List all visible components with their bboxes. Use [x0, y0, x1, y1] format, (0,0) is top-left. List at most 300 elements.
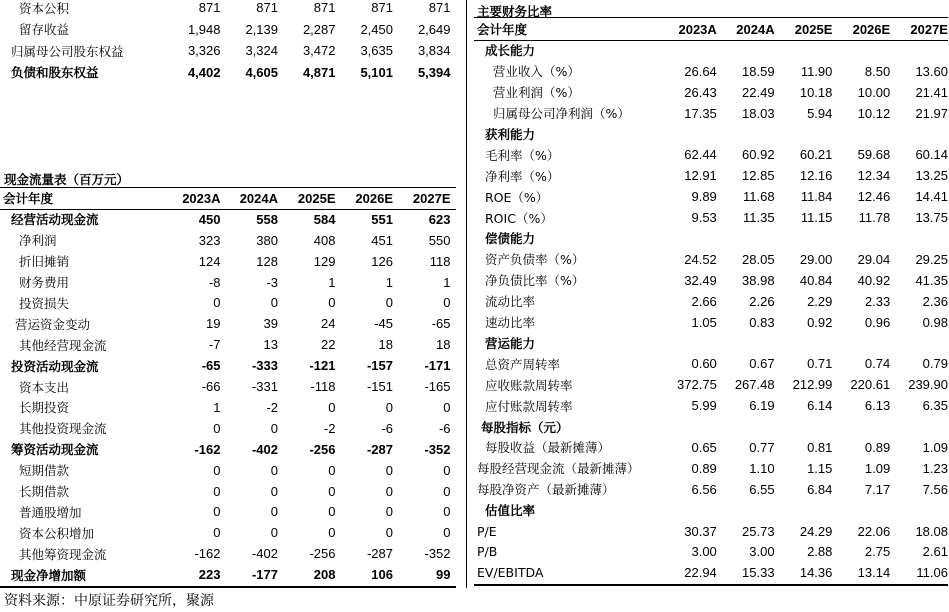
cell-value: 0 [443, 525, 451, 541]
cell-value: 12.46 [857, 189, 891, 205]
cell-value: 0 [443, 504, 451, 520]
header-year: 2027E [910, 21, 948, 37]
header-year: 2025E [297, 190, 336, 206]
cell-value: 1 [385, 274, 393, 290]
cell-value: -118 [310, 379, 336, 395]
ratios-title: 主要财务比率 [477, 4, 553, 19]
row-label: 净利润 [19, 233, 57, 249]
cell-value: 558 [256, 211, 278, 227]
table-row [474, 479, 948, 500]
cell-value: 10.00 [857, 84, 891, 100]
table-row [0, 40, 451, 62]
row-label: ROIC（%） [485, 210, 553, 226]
table-row [474, 270, 948, 291]
cell-value: 32.49 [684, 272, 717, 288]
cell-value: 2,450 [360, 21, 393, 37]
cell-value: -352 [424, 546, 451, 562]
cell-value: 29.04 [857, 251, 891, 267]
cell-value: 60.14 [915, 147, 948, 163]
cell-value: 59.68 [857, 147, 891, 163]
cell-value: 0 [385, 483, 393, 499]
table-row [0, 397, 451, 418]
row-label: 筹资活动现金流 [11, 442, 99, 458]
cell-value: 9.53 [691, 210, 717, 226]
cell-value: 871 [371, 0, 393, 16]
table-row [0, 334, 451, 355]
cell-value: 11.78 [858, 210, 891, 226]
balance-sheet-tail [0, 0, 458, 86]
table-row [0, 564, 451, 585]
cell-value: 0.71 [807, 356, 833, 372]
cell-value: -287 [366, 441, 393, 457]
cell-value: 0.74 [864, 356, 891, 372]
cell-value: -65 [431, 316, 451, 332]
cell-value: 2.75 [864, 544, 891, 560]
rule-line [474, 584, 948, 586]
cell-value: 26.43 [684, 84, 717, 100]
cell-value: -66 [201, 379, 221, 395]
cell-value: 4,402 [187, 64, 221, 80]
cell-value: 1.23 [922, 460, 948, 476]
cell-value: 5,394 [417, 64, 451, 80]
cell-value: 584 [313, 211, 336, 227]
cell-value: -256 [309, 441, 336, 457]
cell-value: 24.52 [684, 251, 717, 267]
table-row [474, 186, 948, 207]
cell-value: 0 [270, 504, 278, 520]
row-label: 每股经营现金流（最新摊薄） [477, 461, 640, 477]
row-label: 其他投资现金流 [19, 421, 107, 437]
cell-value: 0 [328, 462, 336, 478]
row-label: 长期投资 [19, 400, 70, 416]
cell-value: 30.37 [684, 523, 717, 539]
row-label: 短期借款 [19, 463, 70, 479]
cell-value: 26.64 [684, 63, 717, 79]
cell-value: 14.36 [799, 565, 833, 581]
cell-value: -157 [366, 358, 393, 374]
cell-value: 40.84 [799, 272, 833, 288]
table-row [0, 62, 451, 84]
cell-value: 19 [206, 316, 221, 332]
row-label: 现金净增加额 [11, 567, 87, 583]
row-label: 投资活动现金流 [11, 358, 99, 374]
cell-value: 28.05 [742, 251, 775, 267]
row-label: 投资损失 [19, 295, 70, 311]
cell-value: 3,834 [417, 43, 451, 59]
rule-line [474, 17, 948, 18]
cell-value: 13.60 [915, 63, 948, 79]
header-year: 2025E [794, 21, 833, 37]
cell-value: 62.44 [684, 147, 717, 163]
cell-value: 3,324 [245, 43, 278, 59]
cashflow-table [0, 186, 458, 586]
cell-value: 9.89 [691, 189, 717, 205]
row-label: 应付账款周转率 [485, 398, 573, 414]
cell-value: 1,948 [187, 21, 221, 37]
table-row [0, 376, 451, 397]
cell-value: 871 [428, 0, 451, 16]
header-label: 会计年度 [477, 22, 528, 38]
cell-value: 0 [385, 525, 393, 541]
row-label: 归属母公司股东权益 [11, 43, 124, 59]
cell-value: 10.12 [857, 105, 891, 121]
cell-value: 12.91 [684, 168, 717, 184]
header-year: 2024A [239, 190, 278, 206]
cell-value: 11.35 [743, 210, 775, 226]
cell-value: 13.75 [915, 210, 948, 226]
cell-value: 1.05 [691, 314, 717, 330]
cell-value: 24.29 [799, 523, 833, 539]
cell-value: 267.48 [734, 377, 775, 393]
cell-value: 4,871 [302, 64, 336, 80]
row-label: 估值比率 [485, 503, 536, 519]
cell-value: 3,472 [302, 43, 336, 59]
table-row [0, 313, 451, 334]
cell-value: 29.25 [915, 251, 948, 267]
cell-value: 0 [443, 462, 451, 478]
cell-value: 2,287 [302, 21, 336, 37]
row-label: 净利率（%） [485, 168, 560, 184]
cell-value: 21.97 [915, 105, 948, 121]
row-label: 每股收益（最新摊薄） [485, 440, 611, 456]
cell-value: 13.25 [915, 168, 948, 184]
cell-value: 18 [436, 337, 451, 353]
table-row [0, 439, 451, 460]
header-year: 2024A [736, 21, 775, 37]
cell-value: 0 [443, 483, 451, 499]
cell-value: 1 [213, 399, 221, 415]
cell-value: 1.10 [749, 460, 775, 476]
cell-value: 60.21 [799, 147, 833, 163]
cell-value: 41.35 [915, 272, 948, 288]
cell-value: -162 [194, 441, 221, 457]
cell-value: -331 [251, 379, 278, 395]
cell-value: 99 [436, 567, 451, 583]
cell-value: 0.65 [691, 439, 717, 455]
row-label: EV/EBITDA [477, 565, 544, 581]
table-row [474, 312, 948, 333]
table-row [0, 293, 451, 314]
cell-value: 5.99 [691, 398, 717, 414]
cell-value: 0 [328, 295, 336, 311]
cell-value: -402 [251, 441, 278, 457]
table-row [474, 165, 948, 186]
panel-divider [466, 0, 467, 588]
cell-value: 13.14 [857, 565, 891, 581]
cell-value: 0 [270, 483, 278, 499]
cell-value: 40.92 [857, 272, 891, 288]
cell-value: 0 [213, 462, 221, 478]
cell-value: 0 [270, 525, 278, 541]
cell-value: -256 [309, 546, 336, 562]
cell-value: 124 [198, 253, 221, 269]
row-label: 营业利润（%） [493, 85, 580, 101]
cell-value: 1.15 [807, 460, 833, 476]
cell-value: 0.67 [749, 356, 775, 372]
cell-value: 451 [371, 232, 393, 248]
cell-value: 60.92 [742, 147, 775, 163]
table-row [474, 353, 948, 374]
cell-value: 11.84 [800, 189, 833, 205]
cell-value: 1 [443, 274, 451, 290]
cell-value: 0 [270, 420, 278, 436]
row-label: 总资产周转率 [485, 356, 561, 372]
table-row [0, 543, 451, 564]
row-label: 净负债比率（%） [485, 273, 585, 289]
cell-value: 239.90 [908, 377, 948, 393]
table-row [0, 0, 451, 19]
cell-value: 118 [429, 253, 451, 269]
cell-value: 8.50 [864, 63, 891, 79]
cell-value: 2.66 [691, 293, 717, 309]
cell-value: 22 [321, 337, 336, 353]
table-row [474, 500, 948, 521]
cell-value: 12.34 [857, 168, 891, 184]
row-label: 其他经营现金流 [19, 337, 107, 353]
cell-value: 25.73 [742, 523, 775, 539]
row-label: 负债和股东权益 [11, 65, 99, 81]
row-label: P/B [477, 544, 498, 560]
table-row [474, 249, 948, 270]
cell-value: 0 [213, 420, 221, 436]
cell-value: 11.06 [916, 565, 948, 581]
cell-value: 2,139 [245, 21, 278, 37]
row-label: 资本公积 [19, 0, 70, 16]
cell-value: 22.49 [742, 84, 775, 100]
cell-value: -3 [266, 274, 278, 290]
table-row [0, 522, 451, 543]
cell-value: -287 [366, 546, 393, 562]
table-row [0, 418, 451, 439]
cell-value: -171 [424, 358, 451, 374]
cell-value: 2.88 [807, 544, 833, 560]
cell-value: -6 [381, 420, 393, 436]
header-year: 2027E [412, 190, 451, 206]
cell-value: 2.29 [807, 293, 833, 309]
cell-value: 623 [428, 211, 451, 227]
table-row [474, 207, 948, 228]
cell-value: 0 [213, 483, 221, 499]
row-label: 营运能力 [485, 335, 536, 351]
header-row [0, 188, 451, 209]
cell-value: 0.77 [749, 439, 775, 455]
row-label: ROE（%） [485, 189, 549, 205]
row-label: 速动比率 [485, 315, 536, 331]
cell-value: 22.06 [857, 523, 891, 539]
cell-value: 128 [256, 253, 278, 269]
row-label: 其他筹资现金流 [19, 546, 107, 562]
header-year: 2026E [355, 190, 393, 206]
cell-value: 12.16 [799, 168, 833, 184]
row-label: 财务费用 [19, 275, 70, 291]
row-label: 资产负债率（%） [485, 252, 585, 268]
cell-value: 3.00 [749, 544, 775, 560]
table-row [474, 437, 948, 458]
row-label: 应收账款周转率 [485, 377, 573, 393]
table-row [0, 460, 451, 481]
cell-value: 0 [270, 462, 278, 478]
row-label: 归属母公司净利润（%） [493, 106, 630, 122]
cell-value: 0 [213, 504, 221, 520]
cell-value: -2 [266, 399, 278, 415]
cell-value: 0.81 [807, 439, 833, 455]
cell-value: -45 [374, 316, 393, 332]
cell-value: 11.68 [743, 189, 775, 205]
cell-value: 0.83 [749, 314, 775, 330]
cell-value: 551 [371, 211, 393, 227]
cell-value: 11.15 [800, 210, 833, 226]
cell-value: 0.98 [922, 314, 948, 330]
cell-value: 2.36 [922, 293, 948, 309]
cell-value: 10.18 [799, 84, 833, 100]
cell-value: 871 [256, 0, 278, 16]
cell-value: 2.61 [922, 544, 948, 560]
row-label: 获利能力 [485, 126, 536, 142]
cell-value: -177 [251, 567, 278, 583]
cell-value: 0.60 [691, 356, 717, 372]
cell-value: 0.92 [807, 314, 833, 330]
cell-value: 0 [443, 399, 451, 415]
cell-value: 129 [313, 253, 336, 269]
cell-value: 0 [385, 504, 393, 520]
table-row [474, 82, 948, 103]
cell-value: 24 [321, 316, 336, 332]
cell-value: 0.89 [864, 439, 891, 455]
table-row [474, 40, 948, 61]
table-row [0, 209, 451, 230]
cell-value: 220.61 [850, 377, 891, 393]
cell-value: -402 [251, 546, 278, 562]
cell-value: 12.85 [742, 168, 775, 184]
cell-value: -6 [438, 420, 451, 436]
cell-value: 4,605 [245, 64, 278, 80]
header-label: 会计年度 [3, 191, 54, 207]
table-row [474, 374, 948, 395]
row-label: 毛利率（%） [485, 147, 560, 163]
cell-value: -333 [251, 358, 278, 374]
table-row [0, 481, 451, 502]
cell-value: 0 [328, 504, 336, 520]
cell-value: 6.13 [864, 398, 891, 414]
table-row [0, 502, 451, 523]
row-label: 经营活动现金流 [11, 212, 99, 228]
cell-value: -121 [309, 358, 336, 374]
cell-value: 18.08 [915, 523, 948, 539]
row-label: 留存收益 [19, 22, 70, 38]
cell-value: 6.84 [807, 481, 833, 497]
table-row [0, 355, 451, 376]
row-label: P/E [477, 523, 497, 539]
header-row [474, 19, 948, 40]
cell-value: 7.56 [922, 481, 948, 497]
rule-line [0, 209, 456, 210]
cell-value: 0 [213, 525, 221, 541]
row-label: 资本支出 [19, 379, 70, 395]
row-label: 资本公积增加 [19, 525, 95, 541]
cell-value: 6.56 [691, 481, 717, 497]
row-label: 折旧摊销 [19, 254, 70, 270]
cell-value: -151 [366, 379, 393, 395]
source-note: 资料来源：中原证券研究所，聚源 [4, 593, 214, 609]
cell-value: 0 [328, 525, 336, 541]
table-row [474, 124, 948, 145]
cell-value: 3.00 [691, 544, 717, 560]
cell-value: 323 [198, 232, 221, 248]
table-row [474, 458, 948, 479]
cell-value: 0 [328, 483, 336, 499]
cell-value: 1.09 [922, 439, 948, 455]
table-row [0, 230, 451, 251]
cell-value: 208 [313, 567, 336, 583]
row-label: 偿债能力 [485, 231, 536, 247]
cell-value: 18.59 [742, 63, 775, 79]
cell-value: 408 [313, 232, 336, 248]
cell-value: 6.55 [749, 481, 775, 497]
cashflow-title: 现金流量表（百万元） [4, 172, 130, 187]
row-label: 营运资金变动 [15, 316, 91, 332]
table-row [474, 228, 948, 249]
cell-value: -8 [208, 274, 221, 290]
cell-value: 0 [443, 295, 451, 311]
cell-value: 18.03 [742, 105, 775, 121]
cell-value: 21.41 [915, 84, 948, 100]
cell-value: 5,101 [360, 64, 393, 80]
header-year: 2023A [182, 190, 221, 206]
table-row [0, 19, 451, 41]
cell-value: 0 [385, 462, 393, 478]
cell-value: 7.17 [864, 481, 891, 497]
cell-value: 871 [313, 0, 336, 16]
table-row [474, 333, 948, 354]
row-label: 营业收入（%） [493, 64, 580, 80]
header-year: 2023A [678, 21, 717, 37]
row-label: 长期借款 [19, 484, 70, 500]
cell-value: 3,635 [360, 43, 393, 59]
cell-value: 212.99 [792, 377, 833, 393]
cell-value: -352 [424, 441, 451, 457]
cell-value: 550 [428, 232, 451, 248]
cell-value: 39 [263, 316, 278, 332]
cell-value: 5.94 [807, 105, 833, 121]
row-label: 流动比率 [485, 294, 536, 310]
row-label: 成长能力 [485, 43, 536, 59]
cell-value: 17.35 [684, 105, 717, 121]
cell-value: 38.98 [742, 272, 775, 288]
rule-line [474, 40, 948, 41]
row-label: 普通股增加 [19, 504, 82, 520]
table-row [474, 103, 948, 124]
cell-value: 11.90 [800, 63, 833, 79]
cell-value: 2,649 [417, 21, 451, 37]
cell-value: 2.33 [864, 293, 891, 309]
cell-value: 14.41 [915, 189, 948, 205]
cell-value: 450 [198, 211, 221, 227]
cell-value: 380 [256, 232, 278, 248]
cell-value: 6.14 [807, 398, 833, 414]
cell-value: 223 [198, 567, 221, 583]
cell-value: 29.00 [799, 251, 833, 267]
rule-line [0, 586, 456, 588]
cell-value: 1 [328, 274, 336, 290]
cell-value: 2.26 [749, 293, 775, 309]
row-label: 每股指标（元） [481, 419, 569, 435]
cell-value: 0 [213, 295, 221, 311]
cell-value: 6.35 [922, 398, 948, 414]
cell-value: 0 [385, 295, 393, 311]
table-row [474, 291, 948, 312]
table-row [474, 542, 948, 563]
cell-value: 0.79 [922, 356, 948, 372]
